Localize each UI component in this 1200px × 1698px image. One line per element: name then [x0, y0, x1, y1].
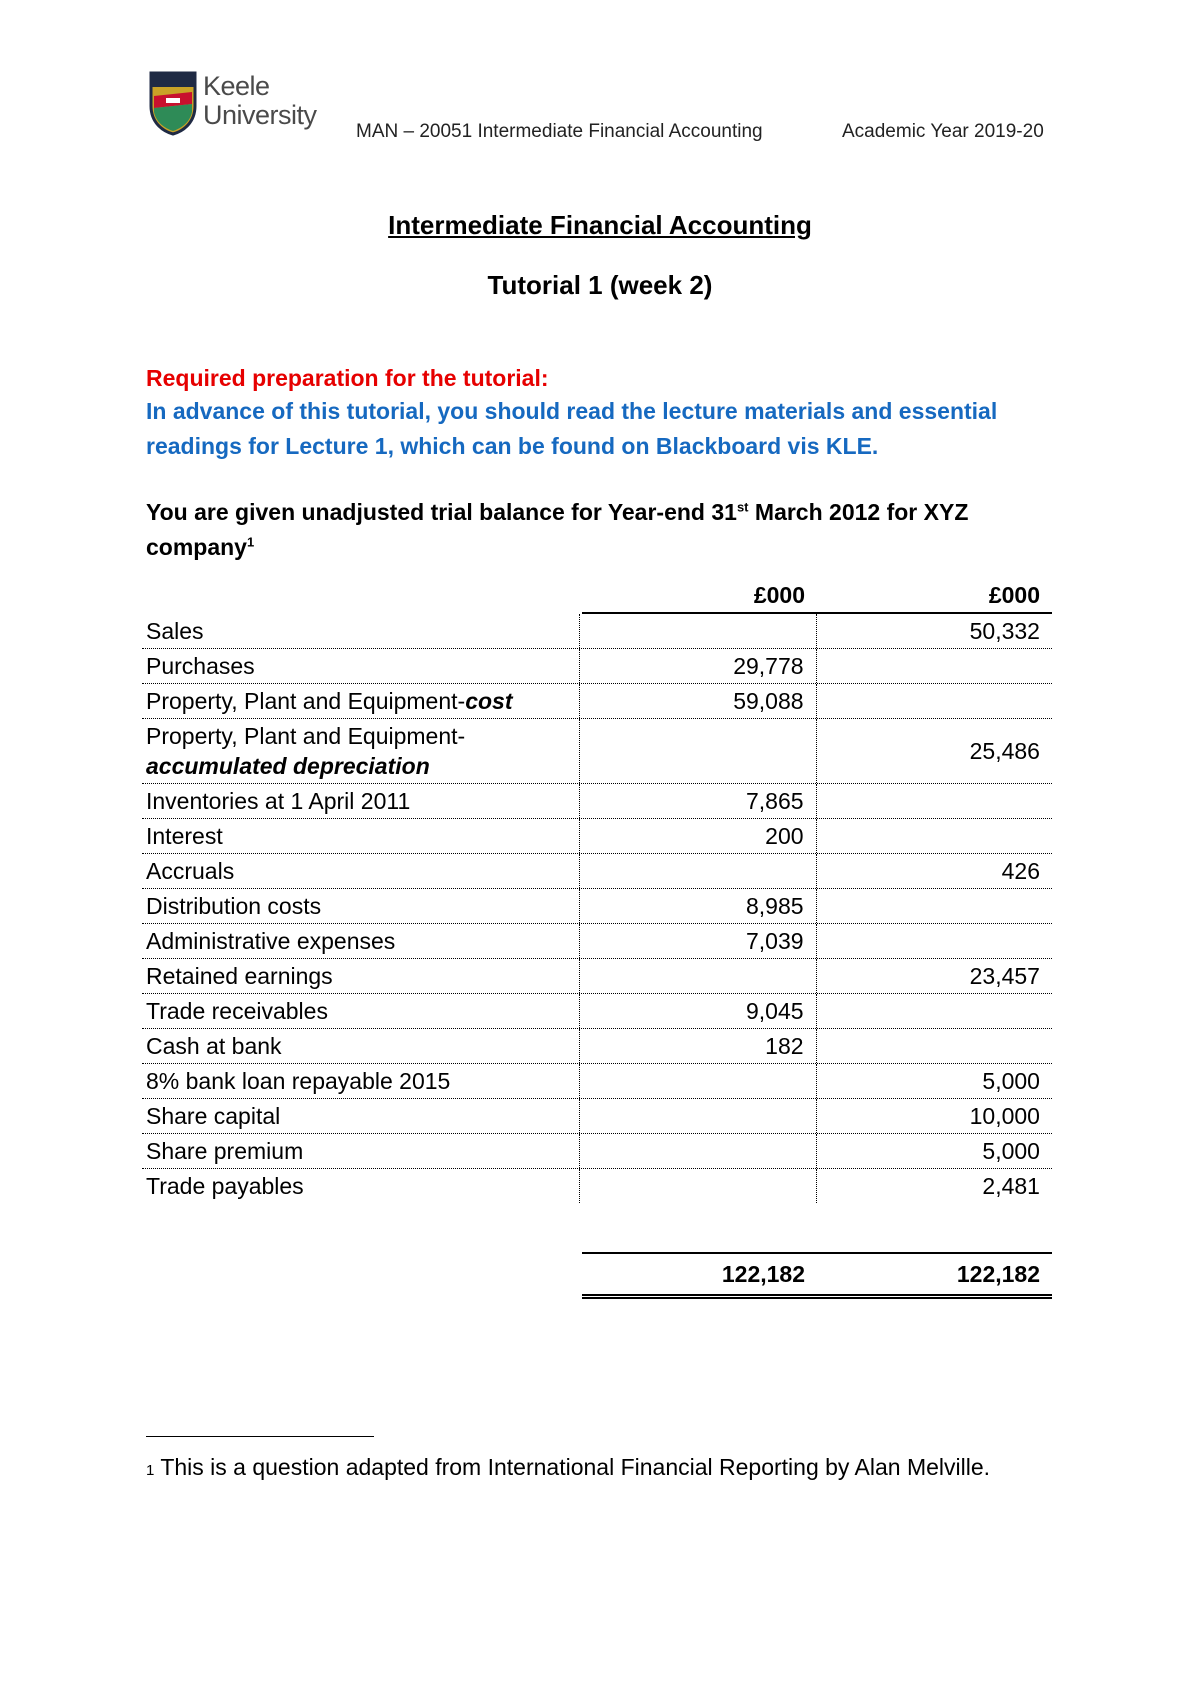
row-label: Retained earnings	[146, 963, 333, 989]
debit-cell: 182	[579, 1029, 815, 1063]
row-label: Purchases	[146, 653, 255, 679]
footnote-mark: 1	[146, 1462, 155, 1479]
row-label: Share premium	[146, 1138, 304, 1164]
header-course: MAN – 20051 Intermediate Financial Accounting	[356, 121, 763, 142]
table-row	[142, 959, 1052, 994]
credit-cell	[816, 924, 1052, 958]
row-label: Trade payables	[146, 1173, 304, 1199]
advance-instructions: In advance of this tutorial, you should read the lecture materials and essential readings for Lecture 1, which can be found on Blackboard vis KLE.	[146, 398, 998, 459]
row-label: Inventories at 1 April 2011	[146, 788, 411, 814]
row-label: Property, Plant and Equipment-cost	[146, 688, 513, 714]
table-row	[142, 1169, 1052, 1203]
row-label: Sales	[146, 618, 204, 644]
page-subtitle: Tutorial 1 (week 2)	[487, 270, 713, 300]
debit-cell: 7,865	[579, 784, 815, 818]
row-label: 8% bank loan repayable 2015	[146, 1068, 451, 1094]
totals-row	[582, 1252, 1052, 1299]
credit-cell: 10,000	[816, 1099, 1052, 1133]
row-label: Trade receivables	[146, 998, 328, 1024]
credit-cell	[816, 889, 1052, 923]
credit-cell	[816, 819, 1052, 853]
table-row	[142, 719, 1052, 784]
debit-cell: 8,985	[579, 889, 815, 923]
debit-cell: 200	[579, 819, 815, 853]
credit-cell	[816, 1029, 1052, 1063]
required-heading: Required preparation for the tutorial:	[146, 365, 549, 391]
table-row	[142, 614, 1052, 649]
table-row	[142, 854, 1052, 889]
credit-cell: 426	[816, 854, 1052, 888]
footnote-text: This is a question adapted from International Financial Reporting by Alan Melville.	[154, 1454, 991, 1480]
debit-cell: 7,039	[579, 924, 815, 958]
footnote-reference: 1	[246, 534, 255, 550]
trial-balance-table	[142, 578, 1052, 1203]
row-label: Distribution costs	[146, 893, 322, 919]
debit-cell	[579, 1064, 815, 1098]
table-row	[142, 1099, 1052, 1134]
debit-cell: 29,778	[579, 649, 815, 683]
row-label: Accruals	[146, 858, 235, 884]
page-title: Intermediate Financial Accounting	[388, 210, 812, 240]
total-credit: 122,182	[956, 1260, 1040, 1287]
debit-cell	[579, 719, 815, 783]
credit-cell	[816, 784, 1052, 818]
footnote	[146, 1448, 1046, 1490]
question-intro: You are given unadjusted trial balance for Year-end 31st March 2012 for XYZ company$^1$	[146, 499, 969, 560]
logo-university-text: University	[203, 100, 317, 130]
debit-cell	[579, 1134, 815, 1168]
row-label: Administrative expenses	[146, 928, 396, 954]
table-row	[142, 924, 1052, 959]
credit-cell: 2,481	[816, 1169, 1052, 1203]
credit-cell: 5,000	[816, 1064, 1052, 1098]
debit-cell	[579, 854, 815, 888]
table-row	[142, 1064, 1052, 1099]
credit-cell	[816, 994, 1052, 1028]
table-row	[142, 889, 1052, 924]
debit-cell: 59,088	[579, 684, 815, 718]
shield-icon	[148, 70, 198, 136]
row-label: Share capital	[146, 1103, 281, 1129]
credit-cell: 25,486	[816, 719, 1052, 783]
table-row	[142, 1134, 1052, 1169]
credit-header: £000	[988, 582, 1040, 608]
debit-cell	[579, 614, 815, 648]
row-label: Property, Plant and Equipment- accumulated depreciation	[146, 723, 466, 779]
credit-cell: 5,000	[816, 1134, 1052, 1168]
debit-cell: 9,045	[579, 994, 815, 1028]
footnote-divider	[146, 1436, 374, 1437]
row-label: Interest	[146, 823, 223, 849]
debit-cell	[579, 1099, 815, 1133]
credit-cell: 50,332	[816, 614, 1052, 648]
table-row	[142, 684, 1052, 719]
credit-cell	[816, 684, 1052, 718]
debit-header: £000	[753, 582, 805, 608]
credit-cell: 23,457	[816, 959, 1052, 993]
table-row	[142, 784, 1052, 819]
header-academic-year: Academic Year 2019-20	[842, 121, 1044, 142]
keele-university-logo	[148, 70, 328, 140]
total-debit: 122,182	[721, 1260, 805, 1287]
table-row	[142, 819, 1052, 854]
table-row	[142, 649, 1052, 684]
row-label: Cash at bank	[146, 1033, 282, 1059]
table-row	[142, 1029, 1052, 1064]
table-header	[582, 578, 1052, 614]
logo-keele-text: Keele	[203, 71, 270, 101]
debit-cell	[579, 1169, 815, 1203]
debit-cell	[579, 959, 815, 993]
credit-cell	[816, 649, 1052, 683]
table-row	[142, 994, 1052, 1029]
